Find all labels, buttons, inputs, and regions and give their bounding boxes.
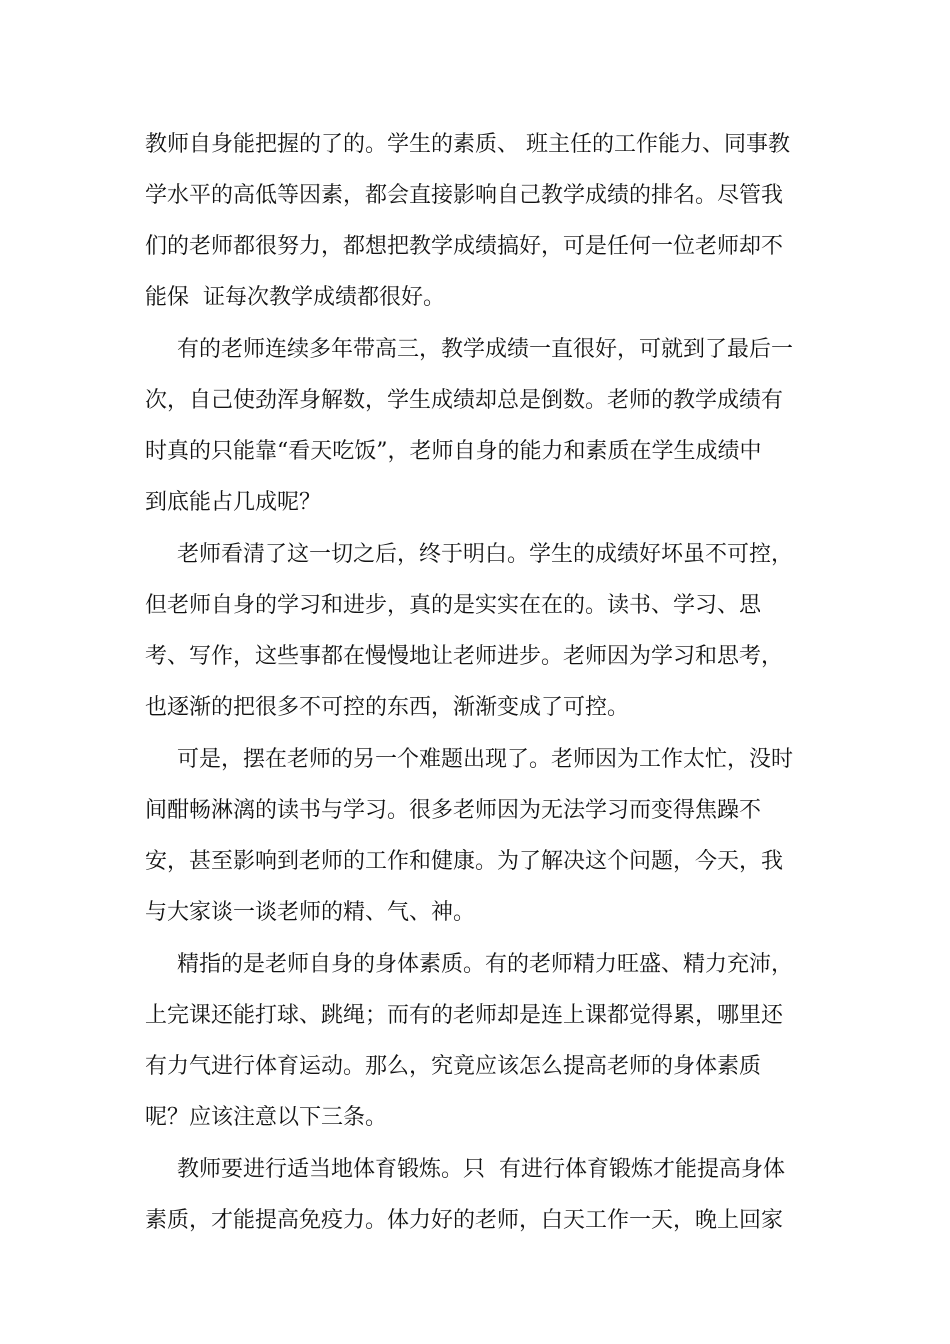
text-line: 上完课还能打球、跳绳；而有的老师却是连上课都觉得累，哪里还 [145,1003,784,1028]
text-line: 时真的只能靠“看天吃饭”，老师自身的能力和素质在学生成绩中 [145,439,762,464]
text-line: 也逐渐的把很多不可控的东西，渐渐变成了可控。 [145,695,630,720]
text-line: 教师自身能把握的了的。学生的素质、 班主任的工作能力、同事教 [145,132,790,157]
text-line: 学水平的高低等因素，都会直接影响自己教学成绩的排名。尽管我 [145,183,784,208]
text-line: 有力气进行体育运动。那么，究竟应该怎么提高老师的身体素质 [145,1054,762,1079]
text-line: 老师看清了这一切之后，终于明白。学生的成绩好坏虽不可控， [177,542,794,567]
text-line: 考、写作，这些事都在慢慢地让老师进步。老师因为学习和思考， [145,644,784,669]
text-line: 呢？应该注意以下三条。 [145,1105,388,1130]
text-line: 能保 证每次教学成绩都很好。 [145,285,445,310]
text-line: 间酣畅淋漓的读书与学习。很多老师因为无法学习而变得焦躁不 [145,798,762,823]
text-line: 素质，才能提高免疫力。体力好的老师，白天工作一天，晚上回家 [145,1208,784,1233]
text-line: 可是，摆在老师的另一个难题出现了。老师因为工作太忙，没时 [177,747,794,772]
text-line: 有的老师连续多年带高三，教学成绩一直很好，可就到了最后一 [177,337,794,362]
text-line: 但老师自身的学习和进步，真的是实实在在的。读书、学习、思 [145,593,762,618]
text-line: 们的老师都很努力，都想把教学成绩搞好，可是任何一位老师却不 [145,234,784,259]
text-line: 到底能占几成呢？ [145,490,322,515]
text-line: 安，甚至影响到老师的工作和健康。为了解决这个问题，今天，我 [145,849,784,874]
text-line: 教师要进行适当地体育锻炼。只 有进行体育锻炼才能提高身体 [177,1157,785,1182]
text-line: 与大家谈一谈老师的精、气、神。 [145,900,476,925]
text-line: 次，自己使劲浑身解数，学生成绩却总是倒数。老师的教学成绩有 [145,388,784,413]
text-line: 精指的是老师自身的身体素质。有的老师精力旺盛、精力充沛， [177,952,794,977]
